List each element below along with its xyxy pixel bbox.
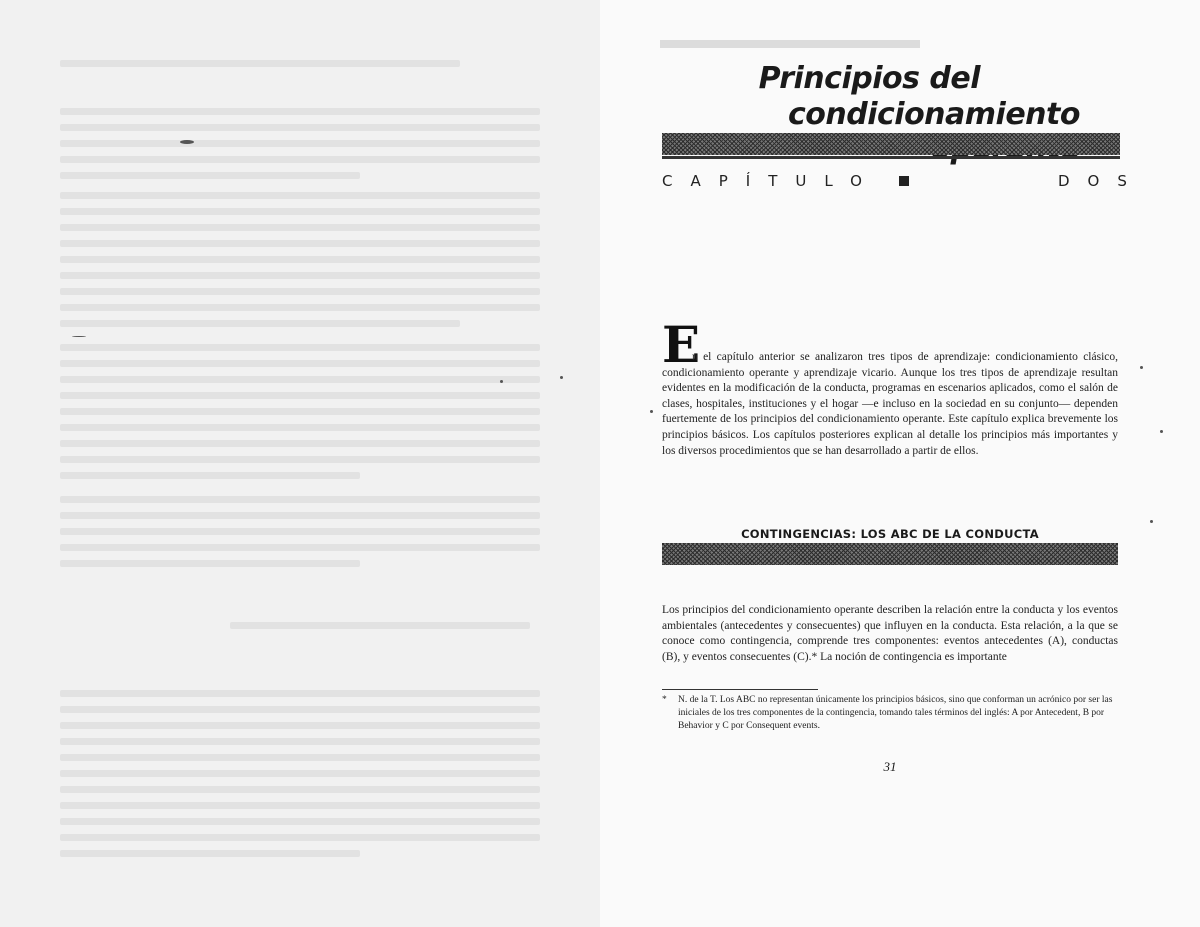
chapter-title-line1: Principios del: [758, 61, 980, 96]
faded-header: [60, 60, 460, 67]
footnote-mark: *: [662, 695, 667, 705]
section-paragraph: Los principios del condicionamiento operante describen la relación entre la conducta y los eventos ambientales (antecedentes y consecuentes) que influyen en la conducta. Esta relación, a la que se conoce como contingencia, comprende tres componentes: eventos antecedentes (A), conductas (B), y eventos consecuentes (C).* La noción de contingencia es importante: [662, 604, 1118, 663]
intro-paragraph: n el capítulo anterior se analizaron tres tipos de aprendizaje: condicionamiento clásico, condicionamiento operante y aprendizaje vicario. Aunque los tres tipos de aprendizaje resultan evidentes en la modificación de la conducta, programas en escenarios aplicados, como el salón de clases, hospitales, instituciones y el hogar —e incluso en la sociedad en su conjunto— dependen fuertemente de los principios del condicionamiento operante. Este capítulo explica brevemente los principios básicos. Los capítulos posteriores explican al detalle los principios más importantes y los diversos procedimientos que se han desarrollado a partir de ellos.: [662, 351, 1118, 457]
footnote: [662, 694, 1118, 733]
chapter-number: DOS: [1058, 172, 1145, 190]
section-pattern-band: [662, 543, 1118, 565]
chapter-square-icon: [899, 176, 909, 186]
chapter-label: CAPÍTULO: [662, 172, 880, 190]
footnote-rule: [662, 689, 818, 690]
faded-subheading: [230, 622, 530, 629]
drop-cap: E: [662, 315, 701, 374]
footnote-text: N. de la T. Los ABC no representan únicamente los principios básicos, sino que conforman un acrónico por ser las iniciales de los tres componentes de la contingencia, tomando tales términos del inglés: A por Antecedent, B por Behavior y C por Consequent events.: [678, 695, 1113, 731]
title-pattern-band: [662, 133, 1120, 155]
faded-running-header: [660, 40, 920, 48]
chapter-title-line2: condicionamiento: [788, 97, 1080, 132]
section-heading: CONTINGENCIAS: LOS ABC DE LA CONDUCTA: [741, 527, 1039, 541]
title-rule: [662, 156, 1120, 159]
page-number: 31: [883, 759, 897, 774]
